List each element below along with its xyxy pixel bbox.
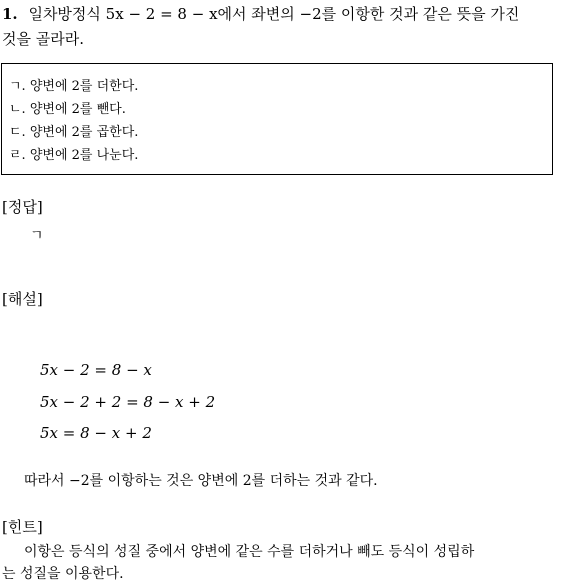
equation-1: 5x − 2 = 8 − x xyxy=(40,361,152,379)
hint-heading: [힌트] xyxy=(2,518,43,536)
question-text-line1: 일차방정식 5x − 2 = 8 − x에서 좌변의 −2를 이항한 것과 같은 뜻을 가진 xyxy=(28,5,520,23)
option-2: ㄴ. 양변에 2를 뺀다. xyxy=(9,102,126,117)
option-4: ㄹ. 양변에 2를 나눈다. xyxy=(9,148,139,163)
hint-line1: 이항은 등식의 성질 중에서 양변에 같은 수를 더하거나 빼도 등식이 성립하 xyxy=(24,544,475,560)
answer-value: ㄱ xyxy=(30,228,44,244)
equation-3: 5x = 8 − x + 2 xyxy=(40,424,152,442)
hint-text xyxy=(2,541,572,585)
equation-2: 5x − 2 + 2 = 8 − x + 2 xyxy=(40,393,216,411)
option-1: ㄱ. 양변에 2를 더한다. xyxy=(9,79,139,94)
hint-line2: 는 성질을 이용한다. xyxy=(2,566,124,582)
explanation-heading: [해설] xyxy=(2,290,43,308)
options-box xyxy=(1,63,553,175)
question xyxy=(2,2,572,52)
explanation-conclusion: 따라서 −2를 이항하는 것은 양변에 2를 더하는 것과 같다. xyxy=(24,473,378,489)
question-text-line2: 것을 골라라. xyxy=(2,30,84,48)
answer-heading: [정답] xyxy=(2,198,43,216)
option-3: ㄷ. 양변에 2를 곱한다. xyxy=(9,125,139,140)
question-number: 1. xyxy=(2,5,18,23)
